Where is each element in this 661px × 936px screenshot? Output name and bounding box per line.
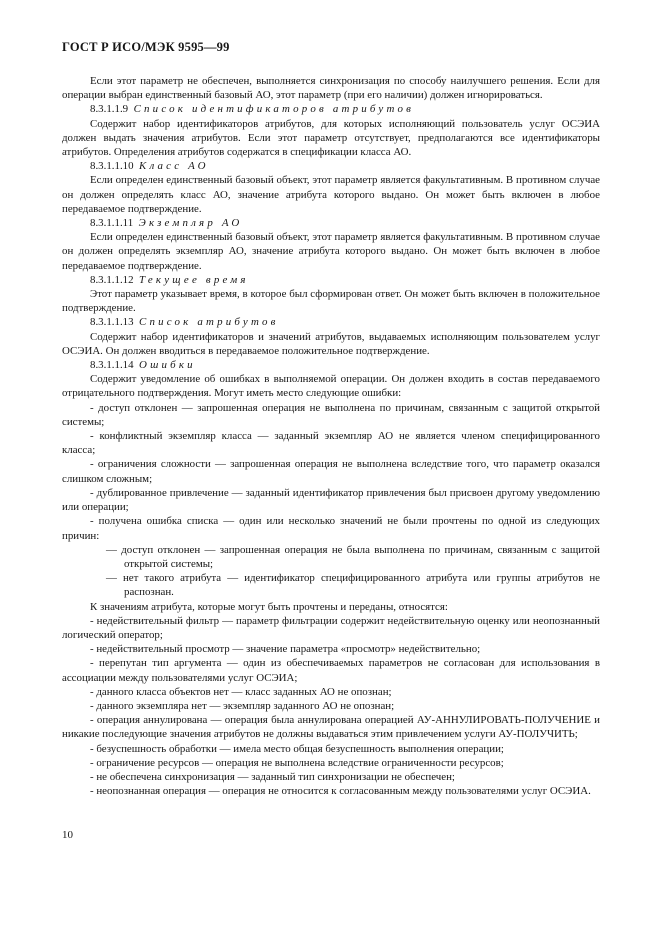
paragraph: - недействительный просмотр — значение параметра «просмотр» недействительно;: [90, 643, 481, 656]
paragraph: Содержит набор идентификаторов и значений атрибутов, выдаваемых исполняющим пользователем услуг ОСЭИА. Он должен вводиться в передаваемое положительное подтверждение.: [62, 330, 600, 357]
paragraph: - неопознанная операция — операция не относится к согласованным между пользователями услуг ОСЭИА.: [90, 785, 591, 798]
paragraph: - перепутан тип аргумента — один из обеспечиваемых параметров не согласован для использования в ассоциации между пользователями услуг ОСЭИА;: [62, 657, 600, 684]
document-body: [62, 74, 600, 798]
paragraph: - данного класса объектов нет — класс заданных АО не опознан;: [90, 685, 392, 698]
section-heading: [62, 159, 600, 173]
document-header: ГОСТ Р ИСО/МЭК 9595—99: [62, 40, 230, 54]
section-title: Ошибки: [139, 359, 196, 372]
paragraph: Содержит уведомление об ошибках в выполняемой операции. Он должен входить в состав передаваемого отрицательного подтверждения. Могут иметь место следующие ошибки:: [62, 373, 600, 400]
paragraph: - конфликтный экземпляр класса — заданный экземпляр АО не является членом специфицированного класса;: [62, 430, 600, 457]
paragraph: - не обеспечена синхронизация — заданный тип синхронизации не обеспечен;: [90, 770, 455, 783]
section-number: 8.3.1.1.11: [90, 217, 134, 230]
dash-list-item: — нет такого атрибута — идентификатор специфицированного атрибута или группы атрибутов не распознан.: [106, 572, 600, 599]
section-number: 8.3.1.1.13: [90, 316, 134, 329]
section-number: 8.3.1.1.10: [90, 160, 134, 173]
section-heading: [62, 216, 600, 230]
paragraph: Если определен единственный базовый объект, этот параметр является факультативным. В противном случае он должен определять экземпляр АО, значение атрибута которого выдано. Он может быть включен в любое передаваемое подтверждение.: [62, 231, 600, 272]
paragraph: - ограничение ресурсов — операция не выполнена вследствие ограниченности ресурсов;: [90, 756, 504, 769]
section-title: Список атрибутов: [139, 316, 279, 329]
section-title: Класс АО: [139, 160, 209, 173]
section-title: Список идентификаторов атрибутов: [133, 103, 415, 116]
page-number: 10: [62, 829, 73, 841]
section-number: 8.3.1.1.9: [90, 103, 129, 116]
paragraph: - ограничения сложности — запрошенная операция не выполнена вследствие того, что параметр оказался слишком сложным;: [62, 458, 600, 485]
paragraph: - операция аннулирована — операция была аннулирована операцией АУ-АННУЛИРОВАТЬ-ПОЛУЧЕНИЕ и никакие последующие значения атрибутов не должны выдаваться этим привлечением услуги АУ-ПОЛУЧИТЬ;: [62, 714, 600, 741]
section-title: Экземпляр АО: [138, 217, 243, 230]
paragraph: - получена ошибка списка — один или несколько значений не были прочтены по одной из следующих причин:: [62, 515, 600, 542]
paragraph: К значениям атрибута, которые могут быть прочтены и переданы, относятся:: [90, 600, 448, 613]
section-heading: [62, 315, 600, 329]
paragraph: - безуспешность обработки — имела место общая безуспешность выполнения операции;: [90, 742, 504, 755]
section-heading: [62, 358, 600, 372]
section-heading: [62, 102, 600, 116]
paragraph: - недействительный фильтр — параметр фильтрации содержит недействительную оценку или неопознанный логический оператор;: [62, 614, 600, 641]
paragraph: - данного экземпляра нет — экземпляр заданного АО не опознан;: [90, 699, 395, 712]
paragraph: Содержит набор идентификаторов атрибутов, для которых исполняющий пользователь услуг ОСЭИА должен выдать значения атрибутов. Если этот параметр отсутствует, предполагаются все идентификаторы атрибутов. Определения атрибутов содержатся в спецификации класса АО.: [62, 117, 600, 159]
paragraph: Если этот параметр не обеспечен, выполняется синхронизация по способу наилучшего решения. Если для операции выбран единственный базовый АО, этот параметр (при его наличии) должен игнорироваться.: [62, 75, 600, 102]
section-number: 8.3.1.1.14: [90, 359, 134, 372]
section-number: 8.3.1.1.12: [90, 273, 134, 286]
paragraph: - дублированное привлечение — заданный идентификатор привлечения был присвоен другому уведомлению или операции;: [62, 486, 600, 514]
dash-list-item: — доступ отклонен — запрошенная операция не была выполнена по причинам, связанным с защитой открытой системы;: [106, 543, 600, 570]
section-heading: [62, 273, 600, 287]
paragraph: Если определен единственный базовый объект, этот параметр является факультативным. В противном случае он должен определять класс АО, значение атрибута которого выдано. Он может быть включен в любое передаваемое подтверждение.: [62, 174, 600, 215]
paragraph: - доступ отклонен — запрошенная операция не выполнена по причинам, связанным с защитой открытой системы;: [62, 401, 600, 428]
paragraph: Этот параметр указывает время, в которое был сформирован ответ. Он может быть включен в положительное подтверждение.: [62, 288, 600, 315]
section-title: Текущее время: [139, 273, 249, 286]
